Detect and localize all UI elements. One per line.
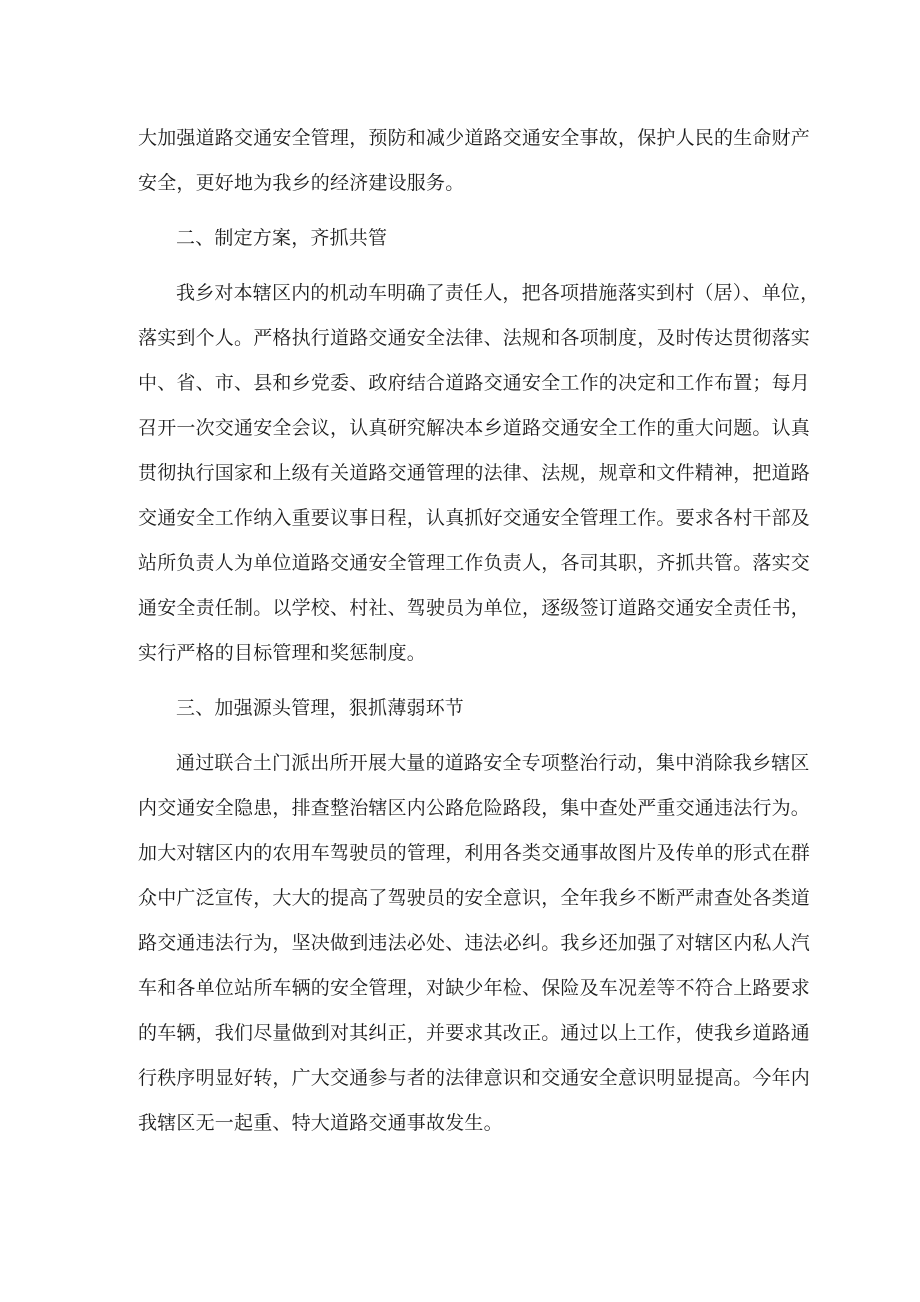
document-body <box>138 116 820 1146</box>
body-line: 行秩序明显好转，广大交通参与者的法律意识和交通安全意识明显提高。今年内 <box>138 1067 811 1089</box>
body-line: 加大对辖区内的农用车驾驶员的管理，利用各类交通事故图片及传单的形式在群 <box>138 842 811 864</box>
body-line: 中、省、市、县和乡党委、政府结合道路交通安全工作的决定和工作布置；每月 <box>138 372 811 394</box>
body-line: 通安全责任制。以学校、村社、驾驶员为单位，逐级签订道路交通安全责任书， <box>138 597 811 619</box>
body-line: 落实到个人。严格执行道路交通安全法律、法规和各项制度，及时传达贯彻落实 <box>138 327 811 349</box>
section-heading-3: 三、加强源头管理，狠抓薄弱环节 <box>176 697 465 719</box>
body-line: 众中广泛宣传，大大的提高了驾驶员的安全意识，全年我乡不断严肃查处各类道 <box>138 887 811 909</box>
body-line: 我乡对本辖区内的机动车明确了责任人，把各项措施落实到村（居）、单位， <box>176 282 820 304</box>
body-line: 通过联合土门派出所开展大量的道路安全专项整治行动，集中消除我乡辖区 <box>176 752 810 774</box>
body-line: 贯彻执行国家和上级有关道路交通管理的法律、法规，规章和文件精神，把道路 <box>138 462 811 484</box>
section-heading-2: 二、制定方案，齐抓共管 <box>176 227 388 249</box>
body-line: 车和各单位站所车辆的安全管理，对缺少年检、保险及车况差等不符合上路要求 <box>138 977 811 999</box>
body-line: 交通安全工作纳入重要议事日程，认真抓好交通安全管理工作。要求各村干部及 <box>138 507 811 529</box>
body-line: 的车辆，我们尽量做到对其纠正，并要求其改正。通过以上工作，使我乡道路通 <box>138 1022 811 1044</box>
body-line: 内交通安全隐患，排查整治辖区内公路危险路段，集中查处严重交通违法行为。 <box>138 797 811 819</box>
body-line: 召开一次交通安全会议，认真研究解决本乡道路交通安全工作的重大问题。认真 <box>138 417 811 439</box>
body-line: 安全，更好地为我乡的经济建设服务。 <box>138 172 465 194</box>
body-line: 实行严格的目标管理和奖惩制度。 <box>138 642 427 664</box>
body-line: 大加强道路交通安全管理，预防和减少道路交通安全事故，保护人民的生命财产 <box>138 127 811 149</box>
body-line: 站所负责人为单位道路交通安全管理工作负责人，各司其职，齐抓共管。落实交 <box>138 552 811 574</box>
body-line: 路交通违法行为，坚决做到违法必处、违法必纠。我乡还加强了对辖区内私人汽 <box>138 932 811 954</box>
body-line: 我辖区无一起重、特大道路交通事故发生。 <box>138 1112 503 1134</box>
